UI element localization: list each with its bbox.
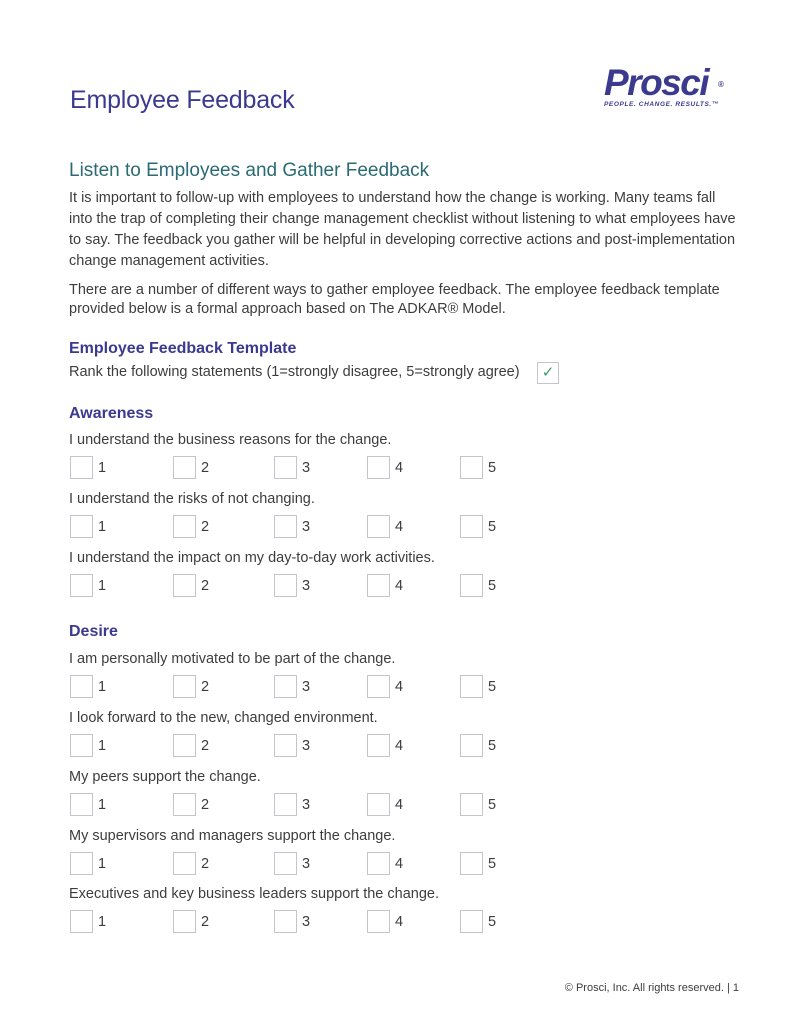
section-heading: Listen to Employees and Gather Feedback — [69, 160, 430, 181]
rating-checkbox[interactable] — [173, 852, 196, 875]
logo-word: Prosci — [604, 62, 709, 103]
rating-checkbox[interactable] — [460, 574, 483, 597]
rating-number: 5 — [488, 460, 497, 476]
rating-number: 4 — [395, 856, 404, 872]
rating-number: 3 — [302, 914, 311, 930]
rating-checkbox[interactable] — [367, 574, 390, 597]
rating-row — [70, 515, 570, 539]
rating-number: 1 — [98, 460, 107, 476]
rating-checkbox[interactable] — [367, 852, 390, 875]
statement-awareness-3: I understand the impact on my day-to-day work activities. — [69, 550, 435, 566]
rating-number: 3 — [302, 797, 311, 813]
rating-row — [70, 675, 570, 699]
rating-number: 1 — [98, 679, 107, 695]
rating-checkbox[interactable] — [460, 910, 483, 933]
rating-checkbox[interactable] — [460, 793, 483, 816]
rating-checkbox[interactable] — [274, 734, 297, 757]
rating-checkbox[interactable] — [274, 910, 297, 933]
rank-instruction-checkbox[interactable]: ✓ — [537, 362, 559, 384]
rating-checkbox[interactable] — [460, 852, 483, 875]
rating-checkbox[interactable] — [460, 734, 483, 757]
rating-number: 1 — [98, 797, 107, 813]
rating-checkbox[interactable] — [70, 515, 93, 538]
rating-number: 3 — [302, 578, 311, 594]
statement-desire-1: I am personally motivated to be part of the change. — [69, 651, 396, 667]
rating-row — [70, 456, 570, 480]
rating-number: 4 — [395, 679, 404, 695]
rating-number: 1 — [98, 856, 107, 872]
intro-paragraph-1: It is important to follow-up with employees to understand how the change is working. Many teams fall into the trap of completing their change management checklist without listening to what employees have to say. The feedback you gather will be helpful in developing corrective actions and post-implementation change management activities. — [69, 190, 736, 269]
rating-number: 3 — [302, 460, 311, 476]
statement-desire-4: My supervisors and managers support the change. — [69, 828, 396, 844]
rating-number: 5 — [488, 797, 497, 813]
statement-desire-3: My peers support the change. — [69, 769, 261, 785]
rating-checkbox[interactable] — [70, 675, 93, 698]
rating-number: 2 — [201, 578, 210, 594]
copyright-footer: © Prosci, Inc. All rights reserved. | 1 — [564, 982, 739, 994]
rating-checkbox[interactable] — [173, 734, 196, 757]
rating-number: 2 — [201, 856, 210, 872]
statement-desire-5: Executives and key business leaders support the change. — [69, 886, 439, 902]
rating-number: 5 — [488, 914, 497, 930]
rating-checkbox[interactable] — [173, 675, 196, 698]
rating-checkbox[interactable] — [70, 574, 93, 597]
intro-paragraph-2: There are a number of different ways to gather employee feedback. The employee feedback template provided below is a formal approach based on The ADKAR® Model. — [69, 282, 720, 317]
rating-row — [70, 574, 570, 598]
rating-checkbox[interactable] — [274, 793, 297, 816]
rating-number: 5 — [488, 679, 497, 695]
rating-number: 4 — [395, 738, 404, 754]
rating-checkbox[interactable] — [367, 910, 390, 933]
rating-checkbox[interactable] — [274, 852, 297, 875]
template-heading: Employee Feedback Template — [69, 340, 297, 357]
rating-checkbox[interactable] — [367, 515, 390, 538]
rating-checkbox[interactable] — [173, 574, 196, 597]
rating-number: 4 — [395, 519, 404, 535]
rating-checkbox[interactable] — [173, 793, 196, 816]
rating-number: 3 — [302, 519, 311, 535]
rating-number: 1 — [98, 519, 107, 535]
rating-number: 4 — [395, 460, 404, 476]
rating-number: 1 — [98, 738, 107, 754]
rating-number: 5 — [488, 578, 497, 594]
rating-checkbox[interactable] — [70, 793, 93, 816]
rating-checkbox[interactable] — [70, 456, 93, 479]
rating-number: 3 — [302, 738, 311, 754]
statement-desire-2: I look forward to the new, changed environment. — [69, 710, 378, 726]
rating-checkbox[interactable] — [173, 515, 196, 538]
rating-checkbox[interactable] — [173, 910, 196, 933]
statement-awareness-2: I understand the risks of not changing. — [69, 491, 315, 507]
rating-checkbox[interactable] — [70, 910, 93, 933]
rank-instruction: Rank the following statements (1=strongly disagree, 5=strongly agree) — [69, 364, 520, 380]
rating-checkbox[interactable] — [460, 515, 483, 538]
rating-checkbox[interactable] — [70, 852, 93, 875]
rating-checkbox[interactable] — [274, 515, 297, 538]
rating-checkbox[interactable] — [70, 734, 93, 757]
rating-checkbox[interactable] — [274, 675, 297, 698]
rating-checkbox[interactable] — [173, 456, 196, 479]
rating-number: 5 — [488, 519, 497, 535]
rating-checkbox[interactable] — [460, 456, 483, 479]
rating-row — [70, 793, 570, 817]
category-awareness: Awareness — [69, 405, 154, 422]
document-title: Employee Feedback — [70, 86, 295, 114]
statement-awareness-1: I understand the business reasons for the change. — [69, 432, 392, 448]
rating-checkbox[interactable] — [274, 574, 297, 597]
logo-registered-mark: ® — [718, 80, 724, 89]
rating-number: 1 — [98, 914, 107, 930]
rating-number: 5 — [488, 738, 497, 754]
rating-row — [70, 852, 570, 876]
rating-number: 4 — [395, 578, 404, 594]
logo-wordmark — [604, 62, 726, 103]
rating-checkbox[interactable] — [460, 675, 483, 698]
rating-checkbox[interactable] — [367, 793, 390, 816]
category-desire: Desire — [69, 623, 118, 640]
rating-number: 3 — [302, 679, 311, 695]
rating-checkbox[interactable] — [274, 456, 297, 479]
rating-checkbox[interactable] — [367, 734, 390, 757]
rating-number: 4 — [395, 797, 404, 813]
rating-row — [70, 734, 570, 758]
rating-number: 2 — [201, 519, 210, 535]
rating-number: 2 — [201, 679, 210, 695]
rating-number: 4 — [395, 914, 404, 930]
rating-number: 2 — [201, 738, 210, 754]
logo-tagline: PEOPLE. CHANGE. RESULTS.™ — [604, 101, 719, 108]
rating-row — [70, 910, 570, 934]
rating-number: 2 — [201, 460, 210, 476]
prosci-logo — [604, 62, 726, 108]
rating-number: 2 — [201, 914, 210, 930]
rating-checkbox[interactable] — [367, 675, 390, 698]
rating-number: 1 — [98, 578, 107, 594]
rating-number: 2 — [201, 797, 210, 813]
rating-checkbox[interactable] — [367, 456, 390, 479]
rating-number: 5 — [488, 856, 497, 872]
rating-number: 3 — [302, 856, 311, 872]
